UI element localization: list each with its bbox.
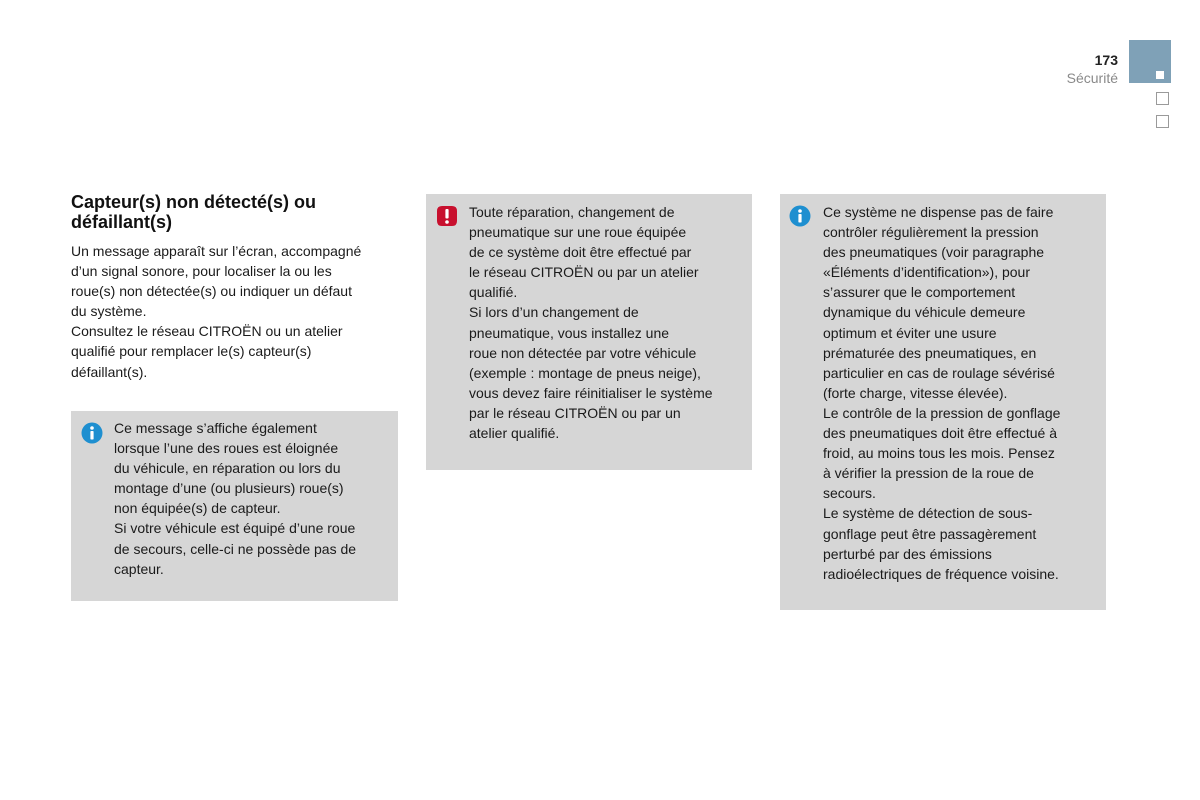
text-line: atelier qualifié.: [469, 425, 560, 442]
info-icon: [81, 422, 103, 444]
chapter-tab-indicator: [1129, 40, 1171, 83]
text-line: lorsque l’une des roues est éloignée: [114, 440, 339, 457]
text-line: (forte charge, vitesse élevée).: [823, 384, 1008, 401]
info-note-box: [780, 194, 1106, 610]
heading-line: défaillant(s): [71, 212, 173, 232]
text-line: des pneumatiques doit être effectué à: [823, 425, 1058, 442]
text-line: de secours, celle-ci ne possède pas de: [114, 540, 357, 557]
chapter-tab-empty-1: [1156, 92, 1169, 105]
text-line: du véhicule, en réparation ou lors du: [114, 460, 341, 477]
text-line: contrôler régulièrement la pression: [823, 224, 1039, 241]
page-number: 173: [1094, 52, 1118, 68]
section-title: Sécurité: [1066, 70, 1118, 86]
text-line: Ce message s’affiche également: [114, 420, 317, 436]
text-line: le réseau CITROËN ou par un atelier: [469, 264, 699, 281]
text-line: roue(s) non détectée(s) ou indiquer un défaut: [71, 283, 352, 300]
text-line: qualifié.: [469, 284, 518, 301]
text-line: de ce système doit être effectué par: [469, 244, 692, 261]
text-line: à vérifier la pression de la roue de: [823, 465, 1034, 482]
note-text: [469, 202, 749, 443]
note-text: [823, 202, 1103, 584]
text-line: vous devez faire réinitialiser le système: [469, 384, 713, 401]
text-line: Le contrôle de la pression de gonflage: [823, 404, 1061, 421]
text-line: Si votre véhicule est équipé d’une roue: [114, 520, 356, 537]
text-line: «Éléments d’identification»), pour: [823, 264, 1031, 281]
text-line: montage d’une (ou plusieurs) roue(s): [114, 480, 344, 497]
text-line: Consultez le réseau CITROËN ou un atelier: [71, 323, 343, 340]
text-line: des pneumatiques (voir paragraphe: [823, 244, 1045, 261]
heading-line: Capteur(s) non détecté(s) ou: [71, 192, 317, 212]
section-heading: [71, 192, 401, 232]
text-line: secours.: [823, 485, 876, 502]
chapter-tab-marker: [1156, 71, 1164, 79]
text-line: par le réseau CITROËN ou par un: [469, 404, 681, 421]
text-line: perturbé par des émissions: [823, 545, 992, 562]
text-line: pneumatique sur une roue équipée: [469, 224, 687, 241]
text-line: Le système de détection de sous-: [823, 505, 1033, 522]
intro-paragraph: [71, 241, 401, 382]
text-line: capteur.: [114, 560, 164, 577]
text-line: Ce système ne dispense pas de faire: [823, 204, 1054, 220]
text-line: roue non détectée par votre véhicule: [469, 344, 697, 361]
text-line: (exemple : montage de pneus neige),: [469, 364, 701, 381]
info-note-box: [71, 411, 398, 601]
text-line: dynamique du véhicule demeure: [823, 304, 1026, 321]
text-line: pneumatique, vous installez une: [469, 324, 670, 341]
note-text: [114, 418, 394, 579]
text-line: Si lors d’un changement de: [469, 304, 639, 321]
chapter-tab-empty-2: [1156, 115, 1169, 128]
text-line: du système.: [71, 303, 147, 320]
text-line: d’un signal sonore, pour localiser la ou les: [71, 263, 332, 280]
text-line: Un message apparaît sur l’écran, accompagné: [71, 243, 362, 259]
warning-note-box: [426, 194, 752, 470]
text-line: prématurée des pneumatiques, en: [823, 344, 1037, 361]
text-line: s’assurer que le comportement: [823, 284, 1016, 301]
warning-icon: [436, 205, 458, 227]
text-line: qualifié pour remplacer le(s) capteur(s): [71, 343, 312, 360]
text-line: non équipée(s) de capteur.: [114, 500, 281, 517]
text-line: particulier en cas de roulage sévérisé: [823, 364, 1055, 381]
info-icon: [789, 205, 811, 227]
text-line: radioélectriques de fréquence voisine.: [823, 565, 1059, 582]
text-line: froid, au moins tous les mois. Pensez: [823, 445, 1055, 462]
text-line: défaillant(s).: [71, 363, 148, 380]
text-line: gonflage peut être passagèrement: [823, 525, 1037, 542]
text-line: optimum et éviter une usure: [823, 324, 997, 341]
text-line: Toute réparation, changement de: [469, 204, 675, 220]
